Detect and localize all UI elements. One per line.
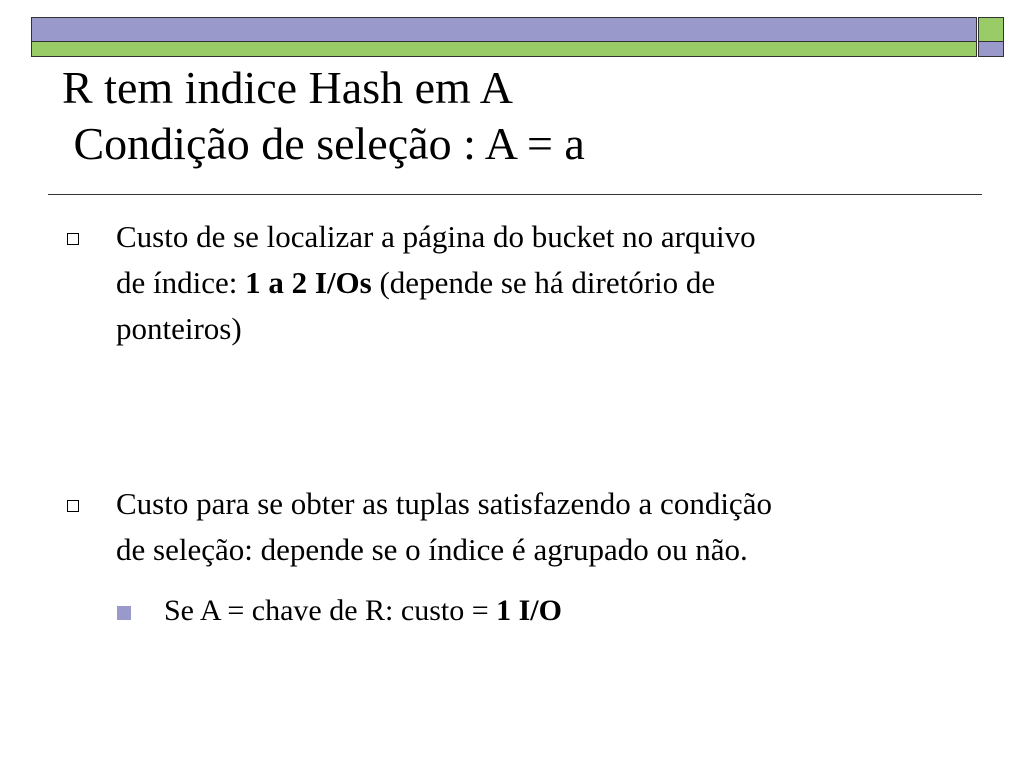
bullet-1-line-1: Custo de se localizar a página do bucket no arquivo (116, 219, 756, 254)
slide-title-line-1: R tem indice Hash em A (62, 62, 513, 113)
subbullet-io-cost: 1 I/O (496, 594, 562, 627)
subbullet-text: Se A = chave de R: custo = (164, 594, 497, 627)
bullet-item-2 (116, 481, 976, 573)
filled-square-icon (117, 606, 131, 620)
bullet-2-line-2: de seleção: depende se o índice é agrupado ou não. (116, 532, 748, 567)
slide-title-line-2: Condição de seleção : A = a (62, 118, 585, 169)
bullet-2-line-1: Custo para se obter as tuplas satisfazendo a condição (116, 486, 772, 521)
bullet-1-line-3: ponteiros) (116, 311, 242, 346)
bullet-1-line-2-start: de índice: (116, 265, 246, 300)
hollow-square-icon (67, 500, 79, 512)
hollow-square-icon (67, 233, 79, 245)
subbullet-item (164, 588, 964, 634)
bullet-1-line-2-end: (depende se há diretório de (371, 265, 716, 300)
bullet-item-1 (116, 214, 976, 352)
bullet-1-io-cost: 1 a 2 I/Os (245, 265, 372, 300)
